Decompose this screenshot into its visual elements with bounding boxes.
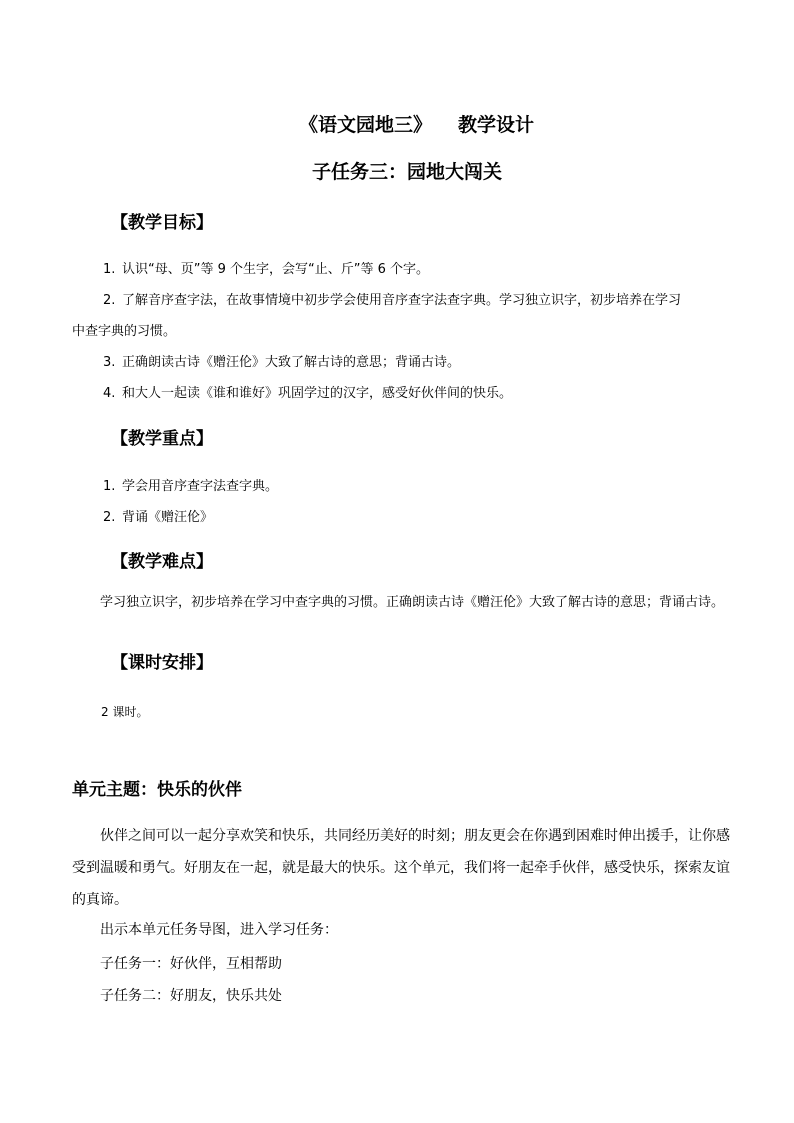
key-point-number: 2. — [103, 510, 116, 525]
objective-item-number: 4. — [103, 386, 116, 401]
subtask-2: 子任务二：好朋友，快乐共处 — [100, 988, 282, 1004]
difficulties-heading: 【教学难点】 — [111, 552, 213, 572]
objective-item-1 — [103, 261, 429, 279]
objective-item-text: 认识“母、页”等 9 个生字，会写“止、斤”等 6 个字。 — [122, 262, 430, 277]
objective-item-3 — [103, 354, 460, 372]
objective-item-text: 正确朗读古诗《赠汪伦》大致了解古诗的意思；背诵古诗。 — [122, 355, 461, 370]
key-point-item-1 — [103, 478, 278, 496]
title-book-name: 《语文园地三》 — [299, 114, 433, 136]
key-points-heading: 【教学重点】 — [111, 429, 213, 449]
objective-item-text: 了解音序查字法，在故事情境中初步学会使用音序查字法查字典。学习独立识字，初步培养在学习 — [122, 293, 682, 308]
key-point-text: 学会用音序查字法查字典。 — [122, 479, 279, 494]
key-point-item-2 — [103, 509, 213, 527]
objectives-heading: 【教学目标】 — [111, 213, 213, 233]
objective-item-2 — [103, 292, 681, 310]
key-point-number: 1. — [103, 479, 116, 494]
objective-item-text: 和大人一起读《谁和谁好》巩固学过的汉字，感受好伙伴间的快乐。 — [122, 386, 513, 401]
objective-item-2-continuation: 中查字典的习惯。 — [72, 324, 177, 339]
task-map-intro: 出示本单元任务导图，进入学习任务： — [100, 922, 338, 938]
key-point-text: 背诵《赠汪伦》 — [122, 510, 214, 525]
objective-item-number: 2. — [103, 293, 116, 308]
schedule-text: 2 课时。 — [101, 705, 149, 719]
title-design: 教学设计 — [458, 114, 535, 136]
subtask-1: 子任务一：好伙伴，互相帮助 — [100, 956, 282, 972]
unit-theme-title: 单元主题：快乐的伙伴 — [72, 780, 242, 800]
objective-item-number: 3. — [103, 355, 116, 370]
unit-intro-paragraph: 伙伴之间可以一起分享欢笑和快乐，共同经历美好的时刻；朋友更会在你遇到困难时伸出援手，让你感受到温暖和勇气。好朋友在一起，就是最大的快乐。这个单元，我们将一起牵手伙伴，感受快乐，探索友谊的真谛。 — [72, 828, 730, 908]
objective-item-number: 1. — [103, 262, 116, 277]
document-subtitle: 子任务三：园地大闯关 — [312, 161, 503, 183]
schedule-heading: 【课时安排】 — [111, 653, 213, 673]
difficulties-text: 学习独立识字，初步培养在学习中查字典的习惯。正确朗读古诗《赠汪伦》大致了解古诗的意思；背诵古诗。 — [100, 595, 725, 610]
objective-item-4 — [103, 385, 512, 403]
